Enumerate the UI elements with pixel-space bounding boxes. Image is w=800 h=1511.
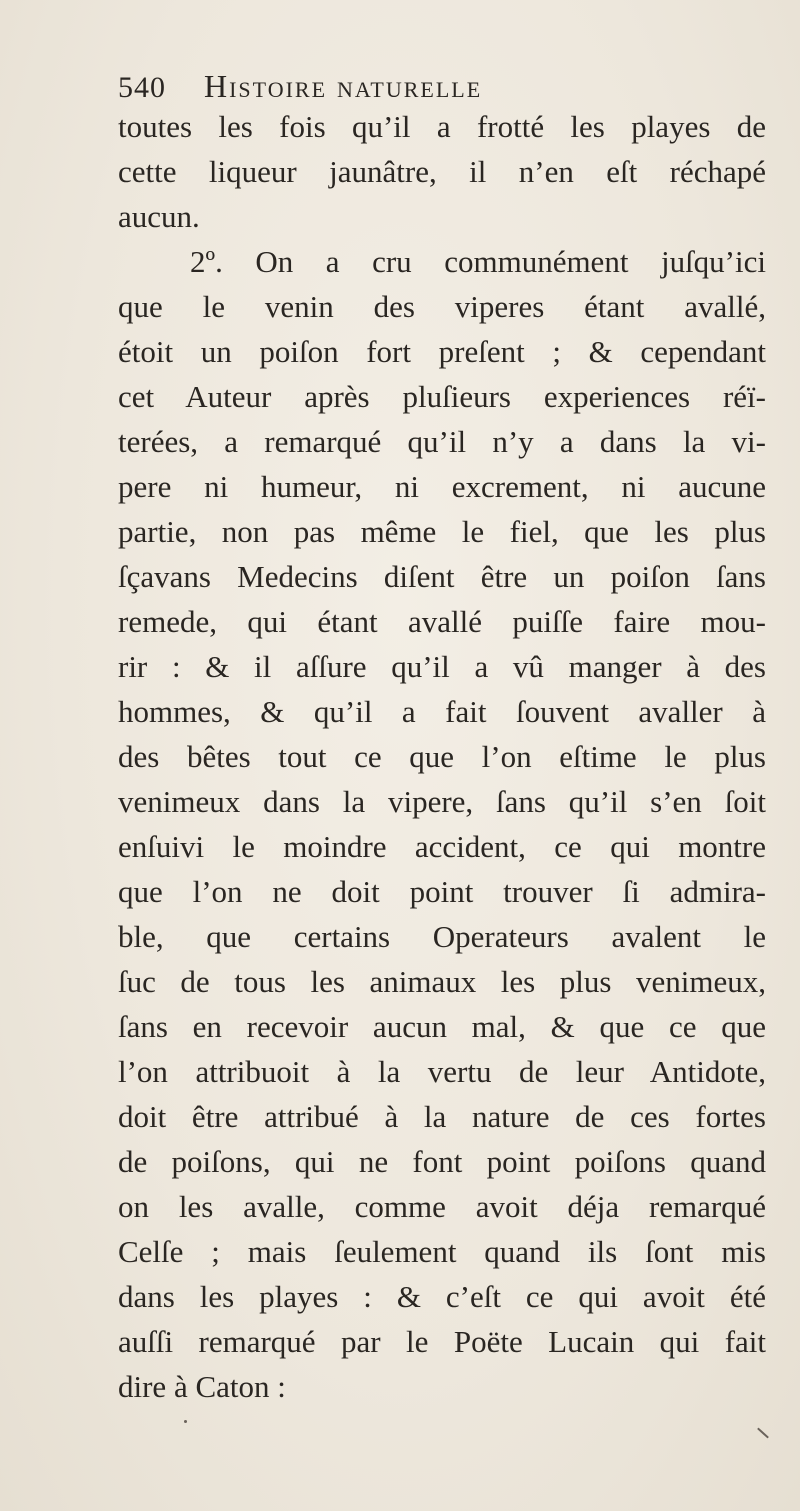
text-line: pere ni humeur, ni excrement, ni aucune (118, 469, 766, 504)
text-line: venimeux dans la vipere, ſans qu’il s’en ſoit (118, 784, 766, 819)
text-line: Celſe ; mais ſeulement quand ils ſont mis (118, 1234, 766, 1269)
text-line: terées, a remarqué qu’il n’y a dans la vi- (118, 424, 766, 459)
text-line: l’on attribuoit à la vertu de leur Antidote, (118, 1054, 766, 1089)
text-line: enſuivi le moindre accident, ce qui montre (118, 829, 766, 864)
text-line: de poiſons, qui ne font point poiſons quand (118, 1144, 766, 1179)
text-line: auſſi remarqué par le Poëte Lucain qui fait (118, 1324, 766, 1359)
text-line: rir : & il aſſure qu’il a vû manger à des (118, 649, 766, 684)
text-line: dire à Caton : (118, 1369, 286, 1404)
text-line: doit être attribué à la nature de ces fortes (118, 1099, 766, 1134)
page-number: 540 (118, 71, 166, 104)
text-line: hommes, & qu’il a fait ſouvent avaller à (118, 694, 766, 729)
paper-speck (184, 1420, 187, 1423)
running-title: Histoire naturelle (204, 68, 483, 104)
text-line: cet Auteur après pluſieurs experiences réï- (118, 379, 766, 414)
text-line: 2º. On a cru communément juſqu’ici (190, 244, 766, 279)
text-line: des bêtes tout ce que l’on eſtime le plus (118, 739, 766, 774)
text-line: cette liqueur jaunâtre, il n’en eſt réchapé (118, 154, 766, 189)
text-line: ſçavans Medecins diſent être un poiſon ſans (118, 559, 766, 594)
text-line: toutes les fois qu’il a frotté les playes de (118, 109, 766, 144)
text-line: ſuc de tous les animaux les plus venimeux, (118, 964, 766, 999)
text-line: remede, qui étant avallé puiſſe faire mou- (118, 604, 766, 639)
text-line: aucun. (118, 199, 200, 234)
text-line: partie, non pas même le fiel, que les plus (118, 514, 766, 549)
text-line: dans les playes : & c’eſt ce qui avoit été (118, 1279, 766, 1314)
text-line: on les avalle, comme avoit déja remarqué (118, 1189, 766, 1224)
text-line: que l’on ne doit point trouver ſi admira- (118, 874, 766, 909)
text-line: que le venin des viperes étant avallé, (118, 289, 766, 324)
paper-speck (757, 1428, 769, 1439)
text-line: ble, que certains Operateurs avalent le (118, 919, 766, 954)
text-line: ſans en recevoir aucun mal, & que ce que (118, 1009, 766, 1044)
running-head (118, 68, 760, 108)
text-line: étoit un poiſon fort preſent ; & cependant (118, 334, 766, 369)
text-body (118, 104, 766, 1409)
